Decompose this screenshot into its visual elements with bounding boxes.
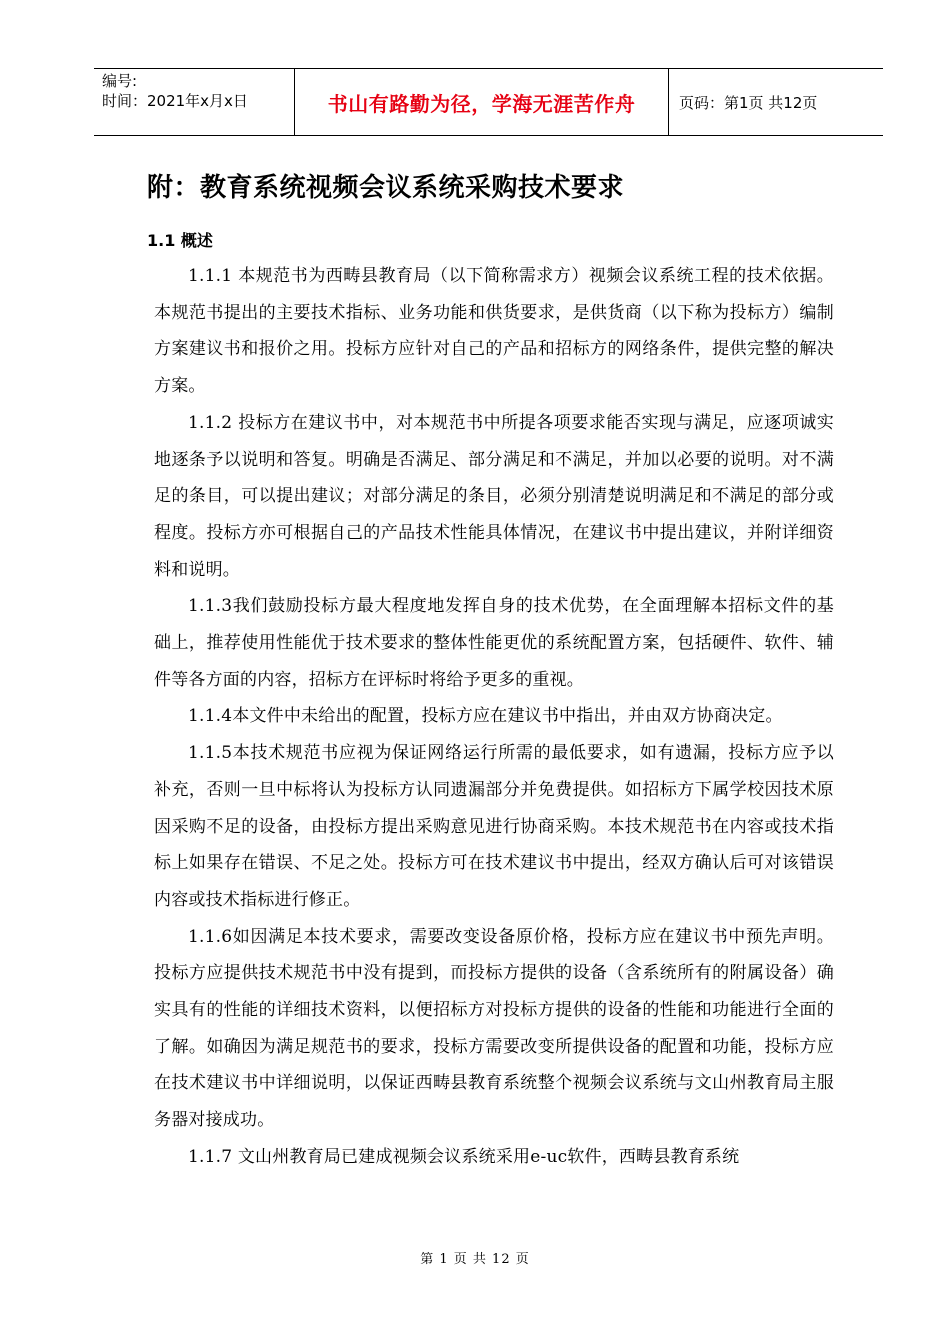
header-page-info bbox=[669, 69, 883, 135]
page-info-text: 页码：第1页 共12页 bbox=[679, 93, 818, 112]
serial-label: 编号: bbox=[102, 72, 138, 90]
paragraph-1-1-4: 1.1.4本文件中未给出的配置，投标方应在建议书中指出，并由双方协商决定。 bbox=[188, 706, 783, 727]
page-header bbox=[94, 68, 883, 136]
motto-text: 书山有路勤为径，学海无涯苦作舟 bbox=[327, 91, 636, 116]
document-body bbox=[154, 258, 834, 1176]
paragraph-1-1-7: 1.1.7 文山州教育局已建成视频会议系统采用e-uc软件，西畴县教育系统 bbox=[188, 1146, 740, 1167]
paragraph-1-1-2: 1.1.2 投标方在建议书中，对本规范书中所提各项要求能否实现与满足，应逐项诚实地逐条予以说明和答复。明确是否满足、部分满足和不满足，并加以必要的说明。对不满足的条目，可以提出建议；对部分满足的条目，必须分别清楚说明满足和不满足的部分或程度。投标方亦可根据自己的产品技术性能具体情况，在建议书中提出建议，并附详细资料和说明。 bbox=[154, 412, 834, 580]
paragraph-1-1-5: 1.1.5本技术规范书应视为保证网络运行所需的最低要求，如有遗漏，投标方应予以补充，否则一旦中标将认为投标方认同遗漏部分并免费提供。如招标方下属学校因技术原因采购不足的设备，由投标方提出采购意见进行协商采购。本技术规范书在内容或技术指标上如果存在错误、不足之处。投标方可在技术建议书中提出，经双方确认后可对该错误内容或技术指标进行修正。 bbox=[154, 743, 834, 910]
page-footer: 第 1 页 共 12 页 bbox=[420, 1252, 530, 1267]
time-label: 时间：2021年x月x日 bbox=[102, 92, 248, 110]
paragraph-1-1-6: 1.1.6如因满足本技术要求，需要改变设备原价格，投标方应在建议书中预先声明。投标方应提供技术规范书中没有提到，而投标方提供的设备（含系统所有的附属设备）确实具有的性能的详细技术资料，以便招标方对投标方提供的设备的性能和功能进行全面的了解。如确因为满足规范书的要求，投标方需要改变所提供设备的配置和功能，投标方应在技术建议书中详细说明，以保证西畴县教育系统整个视频会议系统与文山州教育局主服务器对接成功。 bbox=[154, 926, 834, 1131]
paragraph-1-1-1: 1.1.1 本规范书为西畴县教育局（以下简称需求方）视频会议系统工程的技术依据。本规范书提出的主要技术指标、业务功能和供货要求，是供货商（以下称为投标方）编制方案建议书和报价之用。投标方应针对自己的产品和招标方的网络条件，提供完整的解决方案。 bbox=[154, 266, 834, 397]
header-motto bbox=[295, 69, 669, 135]
document-title: 附：教育系统视频会议系统采购技术要求 bbox=[147, 173, 625, 203]
header-meta bbox=[94, 69, 295, 135]
paragraph-1-1-3: 1.1.3我们鼓励投标方最大程度地发挥自身的技术优势，在全面理解本招标文件的基础上，推荐使用性能优于技术要求的整体性能更优的系统配置方案，包括硬件、软件、辅件等各方面的内容，招标方在评标时将给予更多的重视。 bbox=[154, 596, 834, 690]
section-heading: 1.1 概述 bbox=[147, 231, 213, 250]
